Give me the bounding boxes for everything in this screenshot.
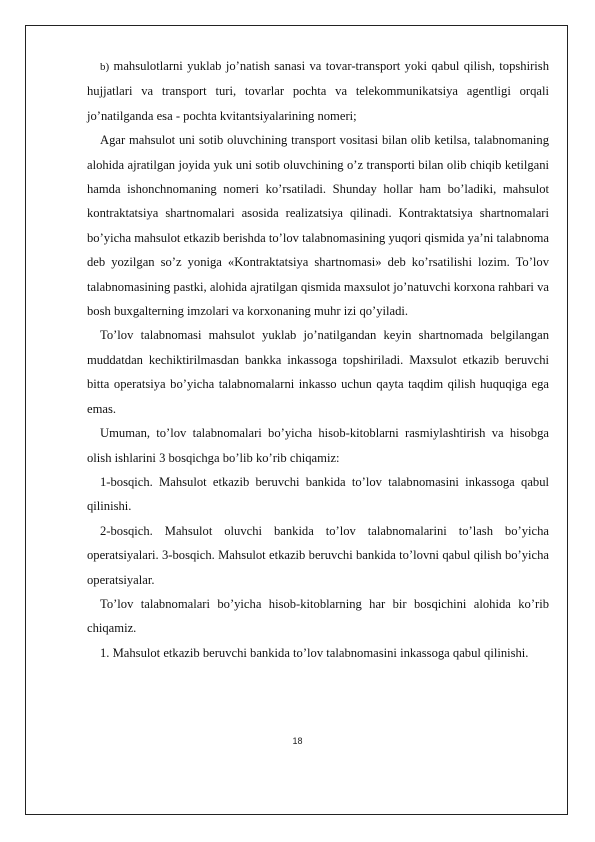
page-number: 18 (292, 736, 303, 746)
paragraph-3: To’lov talabnomasi mahsulot yuklab jo’natilgandan keyin shartnomada belgilangan muddatdan kechiktirilmasdan bankka inkassoga topshiriladi. Maxsulot etkazib beruvchi bitta operatsiya bo’yicha talabnomalarni inkasso uchun qayta taqdim qilish huquqiga ega emas. (87, 328, 549, 416)
paragraph-8: 1. Mahsulot etkazib beruvchi bankida to’lov talabnomasini inkassoga qabul qilinishi. (100, 645, 529, 660)
paragraph-4: Umuman, to’lov talabnomalari bo’yicha hisob-kitoblarni rasmiylashtirish va hisobga olish ishlarini 3 bosqichga bo’lib ko’rib chiqamiz: (87, 426, 549, 465)
paragraph-1 (87, 54, 549, 128)
document-body (87, 54, 549, 665)
paragraph-text: mahsulotlarni yuklab jo’natish sanasi va tovar-transport yoki qabul qilish, topshirish hujjatlari va transport turi, tovarlar pochta va telekommunikatsiya agentligi orqali jo’natilganda esa - pochta kvitantsiyalarining nomeri; (87, 59, 549, 123)
paragraph-5: 1-bosqich. Mahsulot etkazib beruvchi bankida to’lov talabnomasini inkassoga qabul qilinishi. (87, 474, 549, 514)
paragraph-6: 2-bosqich. Mahsulot oluvchi bankida to’lov talabnomalarini to’lash bo’yicha operatsiyalari. 3-bosqich. Mahsulot etkazib beruvchi bankida to’lovni qabul qilish bo’yicha operatsiyalar. (87, 523, 549, 587)
list-label: b) (100, 61, 110, 73)
paragraph-2: Agar mahsulot uni sotib oluvchining transport vositasi bilan olib ketilsa, talabnomaning alohida ajratilgan joyida yuk uni sotib oluvchining o’z transporti bilan olib chiqib ketilgani hamda ishonchnomaning nomeri ko’rsatiladi. Shunday hollar ham bo’ladiki, mahsulot kontraktatsiya shartnomalari asosida realizatsiya qilinadi. Kontraktatsiya shartnomalari bo’yicha mahsulot etkazib berishda to’lov talabnomasining yuqori qismida ya’ni talabnoma deb yozilgan so’z yoniga «Kontraktatsiya shartnomasi» deb ko’rsatilishi lozim. To’lov talabnomasining pastki, alohida ajratilgan qismida maxsulot jo’natuvchi korxona rahbari va bosh buxgalterning imzolari va korxonaning muhr izi qo’yiladi. (87, 133, 550, 319)
paragraph-7: To’lov talabnomalari bo’yicha hisob-kitoblarning har bir bosqichini alohida ko’rib chiqamiz. (87, 596, 549, 636)
